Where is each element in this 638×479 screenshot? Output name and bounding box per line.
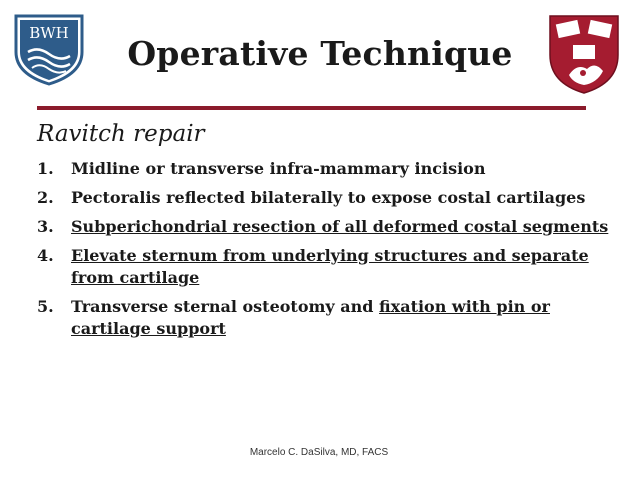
- bwh-logo: [12, 12, 86, 86]
- steps-list: [37, 158, 617, 347]
- step-number: 4.: [37, 246, 54, 265]
- step-text: Transverse sternal osteotomy and: [71, 297, 380, 316]
- step-text-underlined: Subperichondrial resection of all deformed costal segments: [71, 217, 609, 236]
- step-number: 1.: [37, 159, 54, 178]
- footer-author: Marcelo C. DaSilva, MD, FACS: [249, 447, 389, 458]
- step-item-3: [37, 216, 617, 238]
- step-text-underlined: Elevate sternum from underlying structures and separate from cartilage: [71, 246, 589, 287]
- slide-title: Operative Technique: [127, 34, 513, 73]
- step-item-4: [37, 245, 617, 289]
- step-text: Midline or transverse infra-mammary incision: [71, 159, 486, 178]
- step-number: 5.: [37, 297, 54, 316]
- step-text: Pectoralis reflected bilaterally to expose costal cartilages: [71, 188, 586, 207]
- slide-subtitle: Ravitch repair: [37, 121, 205, 147]
- bwh-logo-text: BWH: [29, 24, 69, 42]
- step-number: 2.: [37, 188, 54, 207]
- step-number: 3.: [37, 217, 54, 236]
- step-item-5: [37, 296, 617, 340]
- harvard-shield-logo: [547, 13, 621, 95]
- step-text-underlined: fixation with pin or cartilage support: [71, 297, 550, 338]
- step-item-1: [37, 158, 617, 180]
- step-item-2: [37, 187, 617, 209]
- title-divider: [37, 106, 586, 110]
